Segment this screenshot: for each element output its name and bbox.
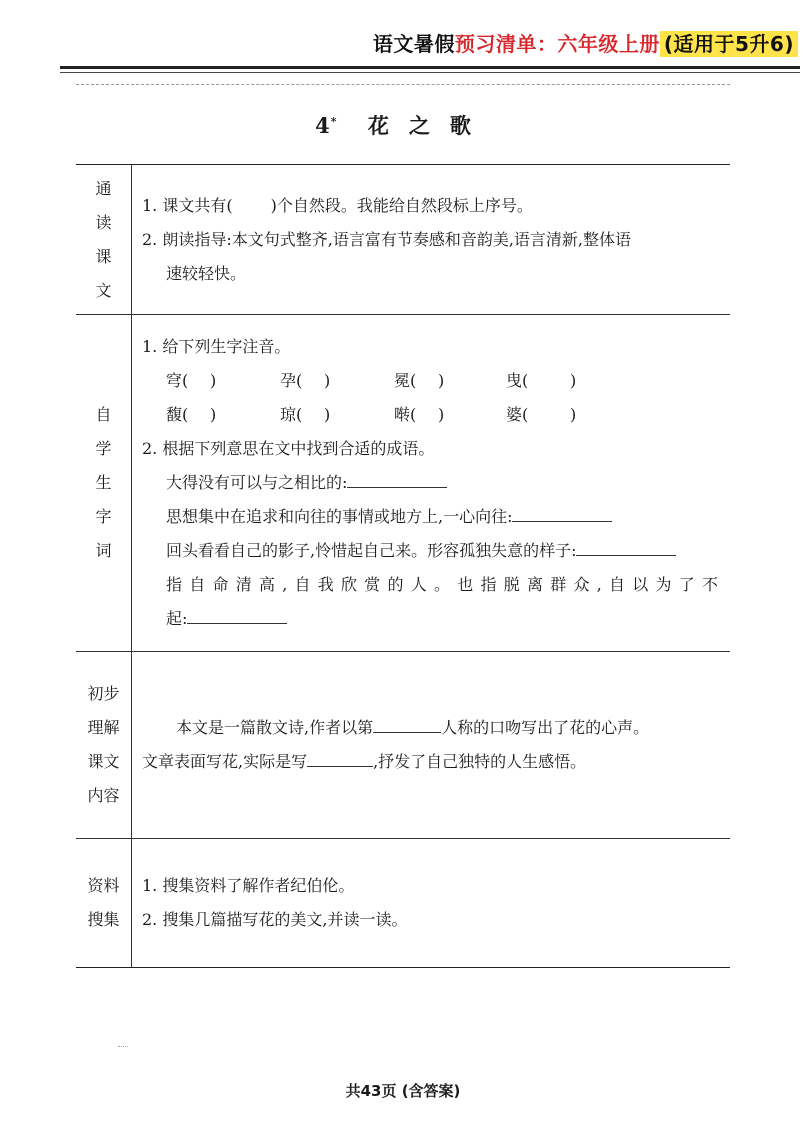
pinyin-row-1: 穹( ) 孕( ) 冕( ) 曳( ) <box>142 364 718 398</box>
idiom-definition-4: 指自命清高,自我欣赏的人。也指脱离群众,自以为了不 <box>166 575 718 594</box>
page-header <box>373 28 798 60</box>
pinyin-blank[interactable]: ) <box>210 371 217 390</box>
vocab-item-2: 2. 根据下列意思在文中找到合适的成语。 <box>142 439 435 458</box>
section-reading-label: 通 读 课 文 <box>76 165 132 315</box>
section-vocab-content <box>132 315 731 652</box>
section-reading-content <box>132 165 731 315</box>
header-rule-thin <box>60 72 800 73</box>
lesson-number: 4 <box>315 113 330 138</box>
section-understand-label: 初步 理解 课文 内容 <box>76 652 132 839</box>
pinyin-blank[interactable]: ) <box>324 405 331 424</box>
vocab-item-1: 1. 给下列生字注音。 <box>142 337 291 356</box>
reading-item-1: 1. 课文共有( )个自然段。我能给自然段标上序号。 <box>142 195 533 215</box>
reading-item-2: 2. 朗读指导:本文句式整齐,语言富有节奏感和音韵美,语言清新,整体语 <box>142 229 632 249</box>
theme-answer-blank[interactable] <box>307 748 373 767</box>
page-footer: 共43页 (含答案) <box>345 1082 461 1100</box>
section-vocab <box>76 315 730 652</box>
idiom-answer-blank-2[interactable] <box>512 503 612 522</box>
scan-speck <box>118 1046 128 1049</box>
section-vocab-label: 自 学 生 字 词 <box>76 315 132 652</box>
lesson-name: 花之歌 <box>367 113 491 138</box>
pinyin-blank[interactable]: ) <box>438 371 445 390</box>
pinyin-blank[interactable]: ) <box>570 371 577 390</box>
idiom-definition-1: 大得没有可以与之相比的: <box>142 466 718 500</box>
header-subject: 语文暑假 <box>372 32 455 56</box>
section-understand <box>76 652 730 839</box>
header-rule-thick <box>60 66 800 69</box>
pinyin-blank[interactable]: ) <box>570 405 577 424</box>
idiom-answer-blank-4[interactable] <box>187 605 287 624</box>
section-research-label: 资料 搜集 <box>76 839 132 968</box>
idiom-answer-blank-1[interactable] <box>347 469 447 488</box>
header-rule-dotted <box>76 84 730 85</box>
pinyin-blank[interactable]: ) <box>438 405 445 424</box>
idiom-answer-blank-3[interactable] <box>576 537 676 556</box>
header-title: 预习清单：六年级上册 <box>454 32 660 56</box>
idiom-definition-4-cont: 起: <box>142 602 718 636</box>
understand-line-2: 文章表面写花,实际是写 ,抒发了自己独特的人生感悟。 <box>142 745 718 779</box>
section-understand-content <box>132 652 731 839</box>
idiom-definition-3: 回头看看自己的影子,怜惜起自己来。形容孤独失意的样子: <box>142 534 718 568</box>
reading-item-2-cont: 速较轻快。 <box>166 263 247 283</box>
research-item-2: 2. 搜集几篇描写花的美文,并读一读。 <box>142 910 408 929</box>
lesson-mark: * <box>330 115 337 128</box>
header-grade-tag: (适用于5升6) <box>660 31 798 57</box>
section-reading <box>76 165 730 315</box>
lesson-title <box>0 110 806 140</box>
section-research-content <box>132 839 731 968</box>
person-answer-blank[interactable] <box>373 714 441 733</box>
section-research <box>76 839 730 968</box>
pinyin-row-2: 馥( ) 琼( ) 啭( ) 婆( ) <box>142 398 718 432</box>
worksheet-table <box>76 164 730 968</box>
pinyin-blank[interactable]: ) <box>210 405 217 424</box>
understand-line-1: 本文是一篇散文诗,作者以第 人称的口吻写出了花的心声。 <box>142 711 718 745</box>
research-item-1: 1. 搜集资料了解作者纪伯伦。 <box>142 876 355 895</box>
idiom-definition-2: 思想集中在追求和向往的事情或地方上,一心向往: <box>142 500 718 534</box>
pinyin-blank[interactable]: ) <box>324 371 331 390</box>
